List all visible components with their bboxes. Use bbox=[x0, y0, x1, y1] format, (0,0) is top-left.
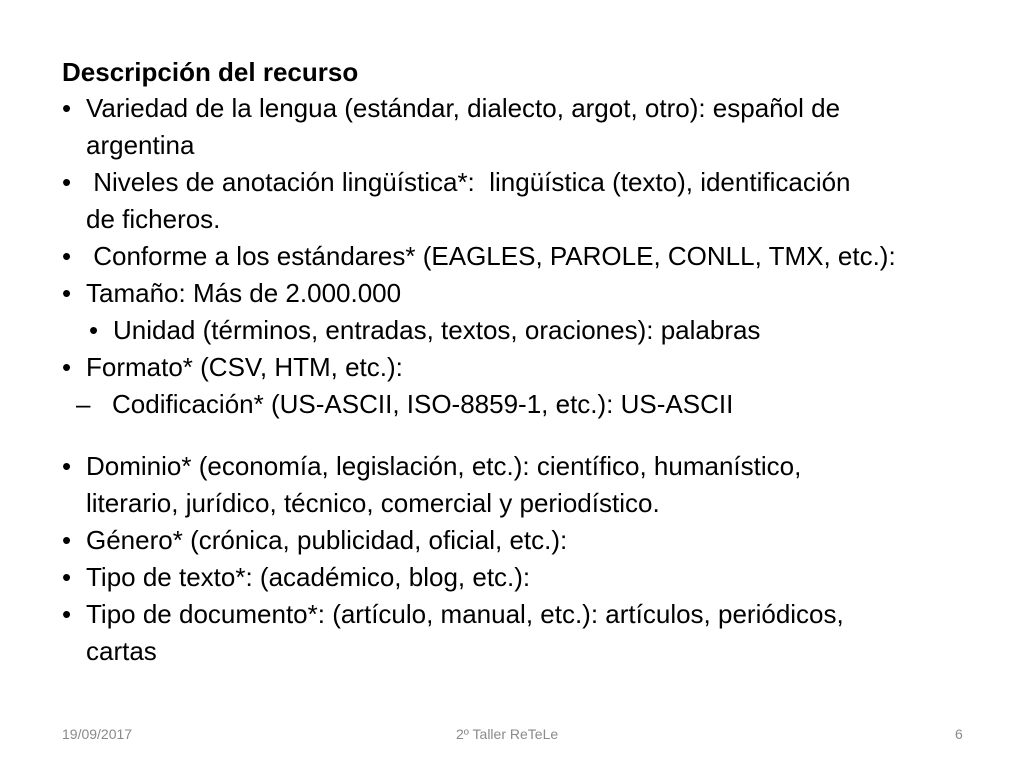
bullet-text bbox=[86, 522, 567, 559]
bullet-line: Niveles de anotación lingüística*: lingüística (texto), identificación bbox=[86, 167, 851, 197]
bullet-marker: • bbox=[62, 525, 72, 555]
bullet-text bbox=[112, 386, 733, 423]
bullet-line: Conforme a los estándares* (EAGLES, PAROLE, CONLL, TMX, etc.): bbox=[86, 241, 896, 271]
bullet-marker: • bbox=[62, 562, 72, 592]
bullet-item-tipo-texto bbox=[62, 559, 962, 596]
bullet-text bbox=[86, 448, 801, 522]
bullet-line: literario, jurídico, técnico, comercial y periodístico. bbox=[86, 488, 660, 518]
bullet-line: argentina bbox=[86, 130, 195, 160]
dash-marker: – bbox=[76, 389, 91, 419]
bullet-marker: • bbox=[89, 315, 99, 345]
page-number: 6 bbox=[955, 726, 963, 742]
bullet-text bbox=[113, 312, 760, 349]
bullet-text bbox=[86, 238, 896, 275]
bullet-marker: • bbox=[62, 451, 72, 481]
bullet-item-tipo-documento bbox=[62, 596, 962, 670]
bullet-item-niveles bbox=[62, 164, 962, 238]
bullet-line: Formato* (CSV, HTM, etc.): bbox=[86, 352, 403, 382]
bullet-line: Unidad (términos, entradas, textos, oraciones): palabras bbox=[113, 315, 761, 345]
bullet-text bbox=[86, 596, 844, 670]
bullet-line: de ficheros. bbox=[86, 204, 221, 234]
footer-date: 19/09/2017 bbox=[62, 726, 133, 742]
bullet-item-conforme bbox=[62, 238, 962, 275]
bullet-item-tamano bbox=[62, 275, 962, 312]
bullet-line: Género* (crónica, publicidad, oficial, etc.): bbox=[86, 525, 568, 555]
bullet-list bbox=[62, 90, 962, 670]
bullet-marker: • bbox=[62, 93, 72, 123]
spacer bbox=[62, 423, 962, 448]
bullet-text bbox=[86, 559, 530, 596]
bullet-marker: • bbox=[62, 167, 72, 197]
footer-title: 2º Taller ReTeLe bbox=[456, 726, 559, 742]
bullet-item-genero bbox=[62, 522, 962, 559]
bullet-line: Tipo de documento*: (artículo, manual, etc.): artículos, periódicos, bbox=[86, 599, 844, 629]
bullet-marker: • bbox=[62, 241, 72, 271]
bullet-item-formato bbox=[62, 349, 962, 386]
bullet-item-codificacion bbox=[62, 386, 962, 423]
bullet-text bbox=[86, 90, 840, 164]
bullet-line: Tipo de texto*: (académico, blog, etc.): bbox=[86, 562, 531, 592]
bullet-text bbox=[86, 349, 403, 386]
bullet-line: Variedad de la lengua (estándar, dialecto, argot, otro): español de bbox=[86, 93, 841, 123]
slide-title: Descripción del recurso bbox=[62, 57, 359, 87]
bullet-line: Dominio* (economía, legislación, etc.): científico, humanístico, bbox=[86, 451, 802, 481]
bullet-marker: • bbox=[62, 352, 72, 382]
bullet-line: Codificación* (US-ASCII, ISO-8859-1, etc.): US-ASCII bbox=[112, 389, 734, 419]
bullet-item-dominio bbox=[62, 448, 962, 522]
bullet-item-unidad bbox=[62, 312, 962, 349]
bullet-item-variedad bbox=[62, 90, 962, 164]
bullet-text bbox=[86, 275, 401, 312]
bullet-marker: • bbox=[62, 278, 72, 308]
bullet-line: cartas bbox=[86, 636, 157, 666]
bullet-marker: • bbox=[62, 599, 72, 629]
bullet-text bbox=[86, 164, 851, 238]
bullet-line: Tamaño: Más de 2.000.000 bbox=[86, 278, 402, 308]
